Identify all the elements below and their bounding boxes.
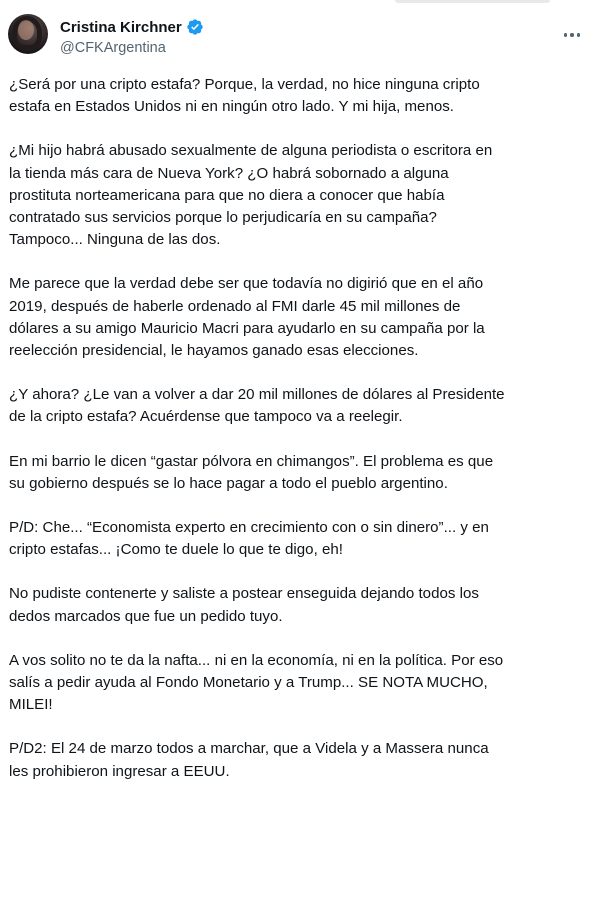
more-dot: [577, 33, 580, 36]
tweet-header: [8, 8, 592, 68]
more-dot: [570, 33, 573, 36]
tweet-text: [9, 74, 591, 783]
user-block: [60, 17, 204, 56]
more-horizontal-icon[interactable]: [560, 24, 584, 46]
avatar-face: [18, 20, 34, 40]
tweet-paragraph: No pudiste contenerte y saliste a postear enseguida dejando todos los dedos marcados que fue un pedido tuyo.: [9, 585, 479, 625]
avatar[interactable]: [8, 14, 48, 54]
verified-badge-icon: [186, 18, 204, 36]
tweet-paragraph: A vos solito no te da la nafta... ni en la economía, ni en la política. Por eso salís a pedir ayuda al Fondo Monetario y a Trump... SE NOTA MUCHO, MILEI!: [9, 651, 504, 714]
tweet-paragraph: Me parece que la verdad debe ser que todavía no digirió que en el año 2019, después de haberle ordenado al FMI darle 45 mil millones de dólares a su amigo Mauricio Macri para ayudarlo en su campaña por la reelección presidencial, le hayamos ganado esas elecciones.: [9, 275, 485, 360]
tweet-paragraph: P/D2: El 24 de marzo todos a marchar, que a Videla y a Massera nunca les prohibieron ingresar a EEUU.: [9, 740, 489, 780]
tweet-paragraph: P/D: Che... “Economista experto en crecimiento con o sin dinero”... y en cripto estafas... ¡Como te duele lo que te digo, eh!: [9, 519, 489, 559]
previous-item-edge: [395, 0, 550, 3]
tweet-paragraph: ¿Y ahora? ¿Le van a volver a dar 20 mil millones de dólares al Presidente de la cripto estafa? Acuérdense que tampoco va a reelegir.: [9, 386, 505, 426]
more-dot: [564, 33, 567, 36]
display-name[interactable]: Cristina Kirchner: [60, 18, 182, 36]
display-name-row: [60, 17, 204, 37]
tweet-paragraph: En mi barrio le dicen “gastar pólvora en chimangos”. El problema es que su gobierno después se lo hace pagar a todo el pueblo argentino.: [9, 452, 494, 492]
tweet-paragraph: ¿Será por una cripto estafa? Porque, la verdad, no hice ninguna cripto estafa en Estados Unidos ni en ningún otro lado. Y mi hija, menos.: [9, 76, 480, 116]
tweet-paragraph: ¿Mi hijo habrá abusado sexualmente de alguna periodista o escritora en la tienda más cara de Nueva York? ¿O habrá sobornado a alguna prostituta norteamericana para que no diera a conocer que había contratado sus servicios porque lo perjudicaría en su campaña? Tampoco... Ninguna de las dos.: [9, 142, 493, 249]
handle[interactable]: @CFKArgentina: [60, 40, 166, 56]
